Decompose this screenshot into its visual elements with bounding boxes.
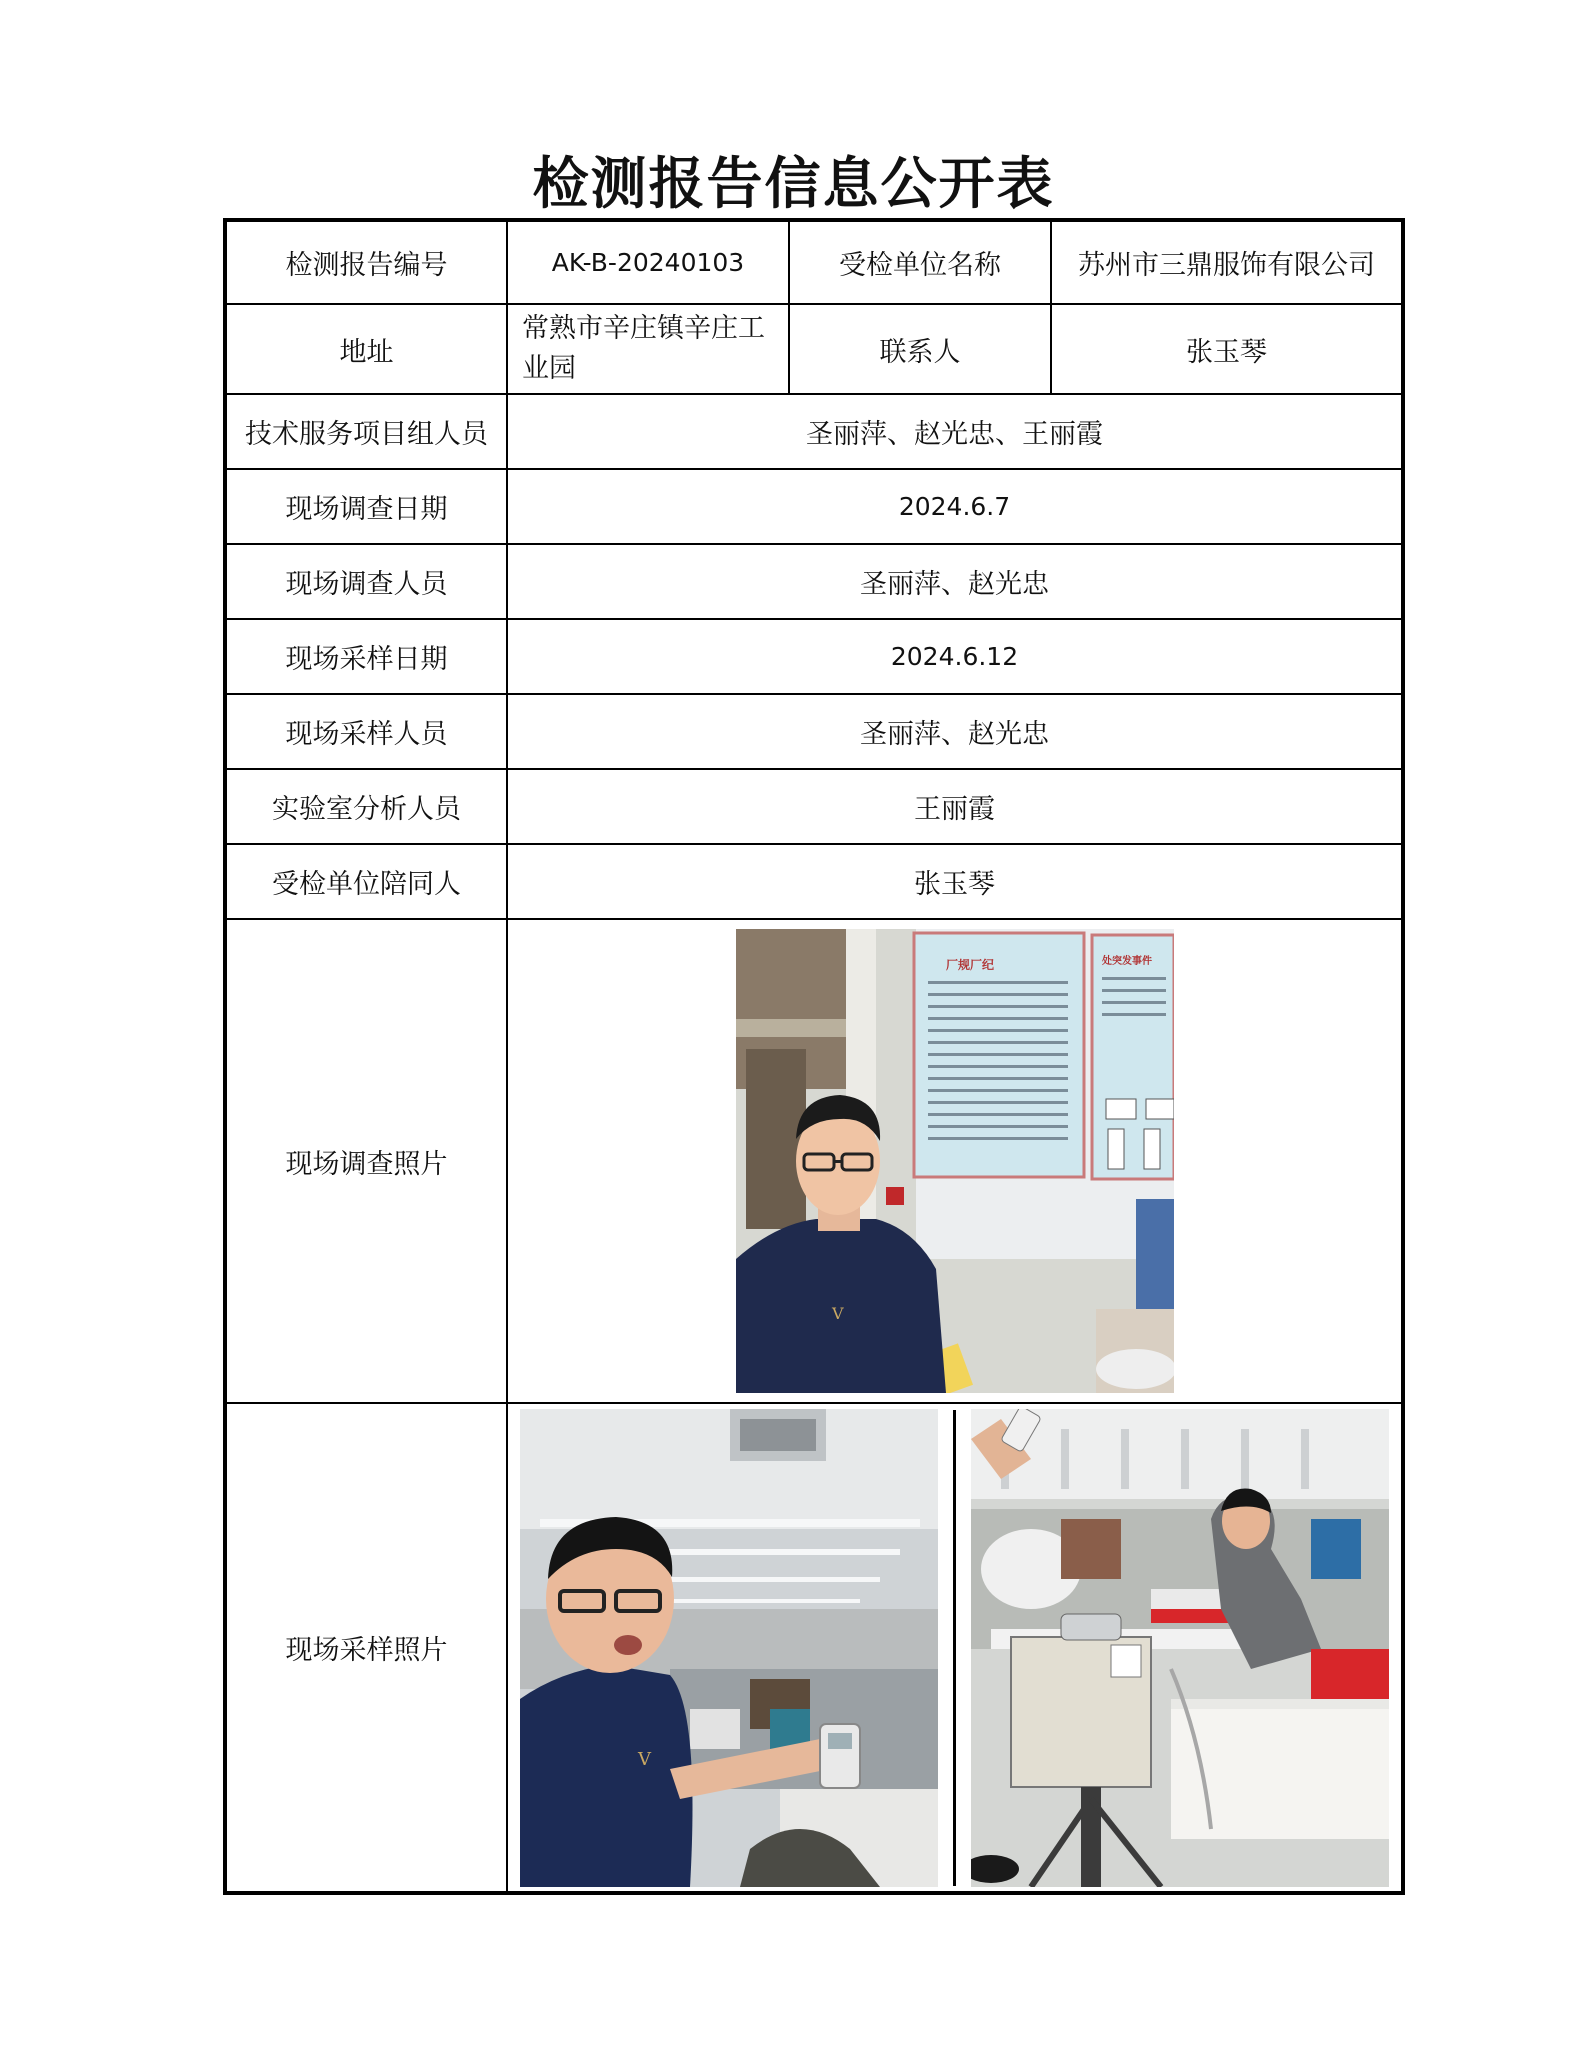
table-row	[225, 619, 1403, 694]
svg-text:V: V	[638, 1748, 651, 1770]
sampling-photo-label: 现场采样照片	[225, 1403, 507, 1893]
contact-label: 联系人	[789, 304, 1051, 394]
escort-value: 张玉琴	[507, 844, 1403, 919]
survey-date-label: 现场调查日期	[225, 469, 507, 544]
table-row	[225, 844, 1403, 919]
report-no-label: 检测报告编号	[225, 220, 507, 304]
address-value: 常熟市辛庄镇辛庄工业园	[507, 304, 789, 394]
sampling-staff-value: 圣丽萍、赵光忠	[507, 694, 1403, 769]
lab-staff-label: 实验室分析人员	[225, 769, 507, 844]
survey-staff-value: 圣丽萍、赵光忠	[507, 544, 1403, 619]
sampling-photos	[508, 1409, 1401, 1887]
team-value: 圣丽萍、赵光忠、王丽霞	[507, 394, 1403, 469]
sampling-photo-cell	[507, 1403, 1403, 1893]
sampling-photo-1	[520, 1409, 938, 1887]
table-row	[225, 220, 1403, 304]
sampling-date-value: 2024.6.12	[507, 619, 1403, 694]
unit-name-label: 受检单位名称	[789, 220, 1051, 304]
poster-left-heading: 厂规厂纪	[945, 958, 994, 972]
table-row	[225, 919, 1403, 1403]
sampling-staff-label: 现场采样人员	[225, 694, 507, 769]
page-title: 检测报告信息公开表	[532, 152, 1055, 217]
table-row	[225, 304, 1403, 394]
poster-right-heading: 处突发事件	[1101, 956, 1152, 967]
address-label: 地址	[225, 304, 507, 394]
sampling-date-label: 现场采样日期	[225, 619, 507, 694]
table-row	[225, 544, 1403, 619]
photo-divider	[953, 1410, 956, 1886]
survey-staff-label: 现场调查人员	[225, 544, 507, 619]
table-row	[225, 394, 1403, 469]
report-table	[223, 218, 1405, 1895]
team-label: 技术服务项目组人员	[225, 394, 507, 469]
contact-value: 张玉琴	[1051, 304, 1403, 394]
table-row	[225, 1403, 1403, 1893]
unit-name-value: 苏州市三鼎服饰有限公司	[1051, 220, 1403, 304]
survey-photo	[736, 929, 1174, 1393]
report-no-value: AK-B-20240103	[507, 220, 789, 304]
table-row	[225, 469, 1403, 544]
svg-text:V: V	[831, 1304, 844, 1323]
table-row	[225, 694, 1403, 769]
lab-staff-value: 王丽霞	[507, 769, 1403, 844]
sampling-photo-2	[971, 1409, 1389, 1887]
survey-photo-cell	[507, 919, 1403, 1403]
survey-photo-label: 现场调查照片	[225, 919, 507, 1403]
survey-date-value: 2024.6.7	[507, 469, 1403, 544]
table-row	[225, 769, 1403, 844]
escort-label: 受检单位陪同人	[225, 844, 507, 919]
